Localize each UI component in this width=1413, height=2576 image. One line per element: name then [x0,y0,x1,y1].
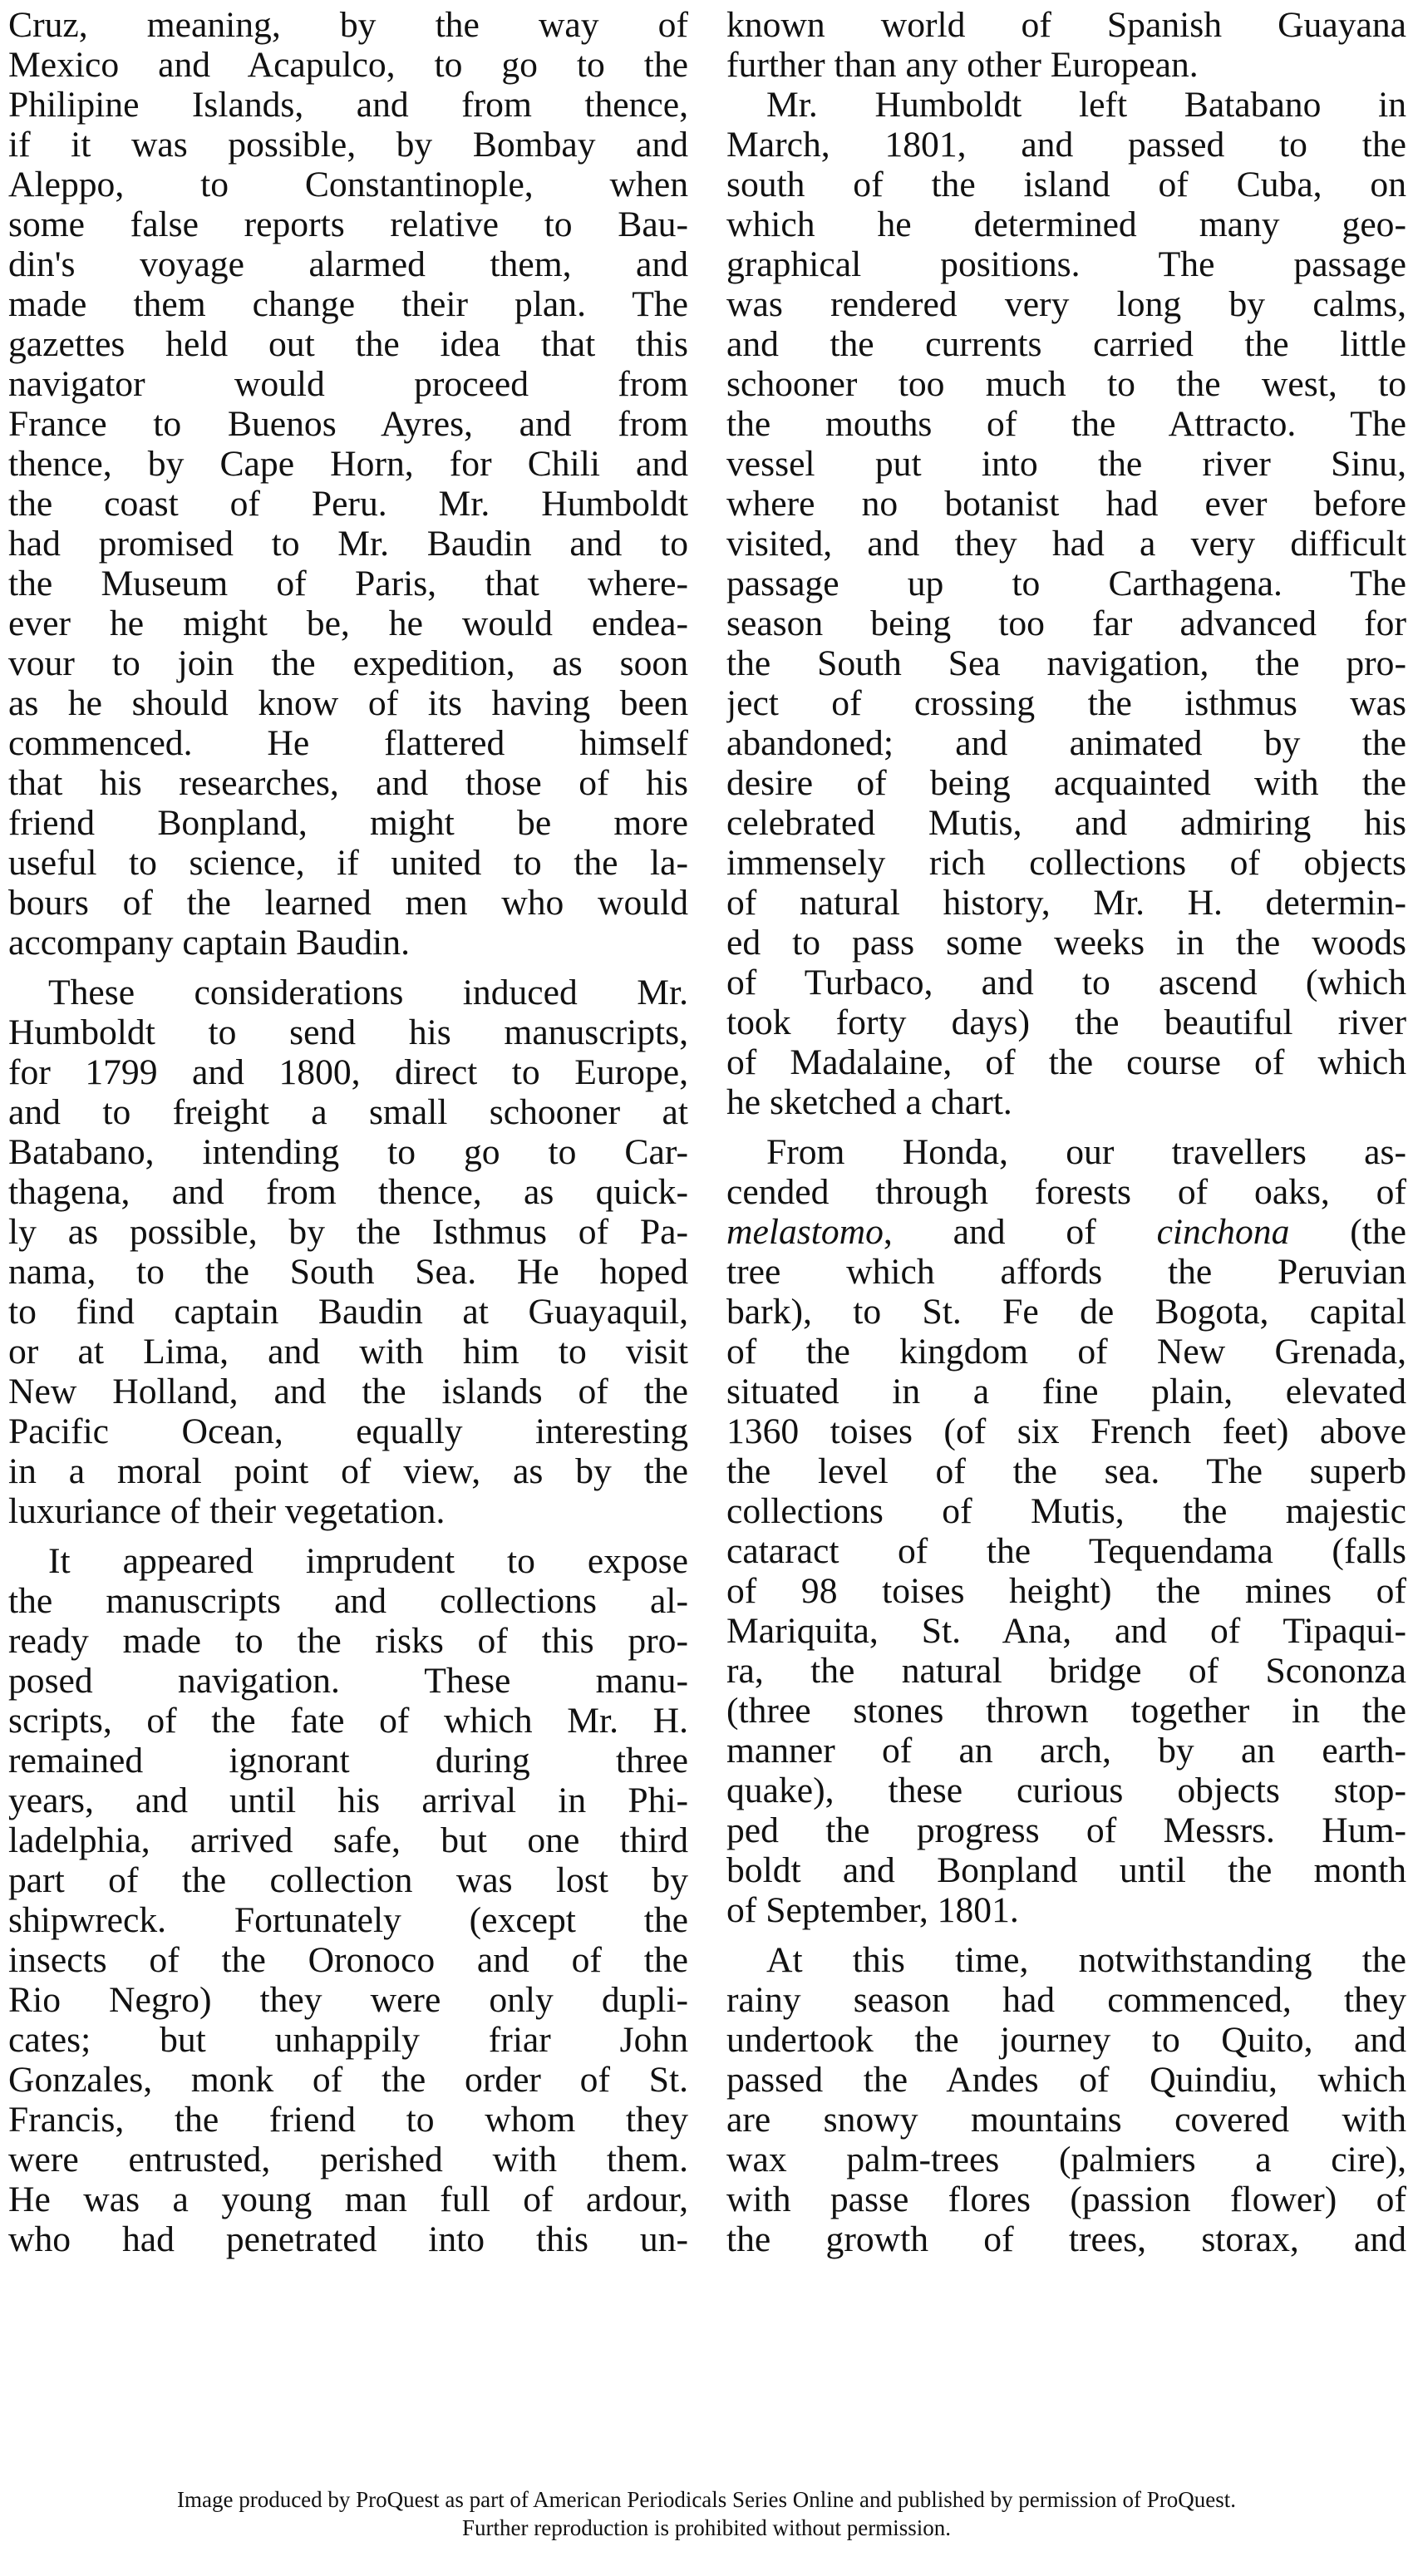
text-line: of Turbaco, and to ascend (which [726,963,1406,1002]
text-line: vour to join the expedition, as soon [8,643,688,683]
paragraph [8,1541,688,2259]
text-line: or at Lima, and with him to visit [8,1332,688,1372]
text-line: gazettes held out the idea that this [8,324,688,364]
text-line: who had penetrated into this un- [8,2219,688,2259]
text-line: cended through forests of oaks, of [726,1172,1406,1212]
text-line: commenced. He flattered himself [8,723,688,763]
text-line: Rio Negro) they were only dupli- [8,1980,688,2020]
text-line: ject of crossing the isthmus was [726,683,1406,723]
text-line: some false reports relative to Bau- [8,204,688,244]
text-fragment: , and of [883,1212,1157,1252]
text-line: scripts, of the fate of which Mr. H. [8,1701,688,1741]
text-line: These considerations induced Mr. [48,973,688,1012]
text-line: remained ignorant during three [8,1741,688,1781]
text-line: shipwreck. Fortunately (except the [8,1900,688,1940]
text-line: Humboldt to send his manuscripts, [8,1012,688,1052]
text-line: visited, and they had a very difficult [726,524,1406,564]
text-line: where no botanist had ever before [726,484,1406,524]
text-line: din's voyage alarmed them, and [8,244,688,284]
text-line: (three stones thrown together in the [726,1691,1406,1731]
text-line: Pacific Ocean, equally interesting [8,1411,688,1451]
text-line: situated in a fine plain, elevated [726,1372,1406,1411]
text-line: New Holland, and the islands of the [8,1372,688,1411]
text-line: immensely rich collections of objects [726,843,1406,883]
text-line: rainy season had commenced, they [726,1980,1406,2020]
text-line: the growth of trees, storax, and [726,2219,1406,2259]
text-line: ra, the natural bridge of Scononza [726,1651,1406,1691]
text-line: Mariquita, St. Ana, and of Tipaqui- [726,1611,1406,1651]
text-line: accompany captain Baudin. [8,923,410,963]
text-line: and to freight a small schooner at [8,1092,688,1132]
text-line: At this time, notwithstanding the [766,1940,1406,1980]
text-line: Gonzales, monk of the order of St. [8,2060,688,2100]
text-line: part of the collection was lost by [8,1860,688,1900]
paragraph [8,5,688,963]
text-line: the coast of Peru. Mr. Humboldt [8,484,688,524]
text-line: the South Sea navigation, the pro- [726,643,1406,683]
text-line: boldt and Bonpland until the month [726,1850,1406,1890]
text-line: nama, to the South Sea. He hoped [8,1252,688,1292]
text-line: manner of an arch, by an earth- [726,1731,1406,1771]
text-column-right [726,5,1406,2259]
text-line: to find captain Baudin at Guayaquil, [8,1292,688,1332]
italic-term: melastomo [726,1212,884,1252]
text-line: which he determined many geo- [726,204,1406,244]
text-line: friend Bonpland, might be more [8,803,688,843]
text-line: of the kingdom of New Grenada, [726,1332,1406,1372]
paragraph [726,5,1406,85]
text-line: tree which affords the Peruvian [726,1252,1406,1292]
text-line: passed the Andes of Quindiu, which [726,2060,1406,2100]
text-line: ever he might be, he would endea- [8,603,688,643]
text-line: that his researches, and those of his [8,763,688,803]
text-line: of 98 toises height) the mines of [726,1571,1406,1611]
text-line: season being too far advanced for [726,603,1406,643]
text-line: vessel put into the river Sinu, [726,444,1406,484]
text-line: Francis, the friend to whom they [8,2100,688,2140]
text-line: were entrusted, perished with them. [8,2140,688,2180]
text-line: passage up to Carthagena. The [726,564,1406,603]
text-line: south of the island of Cuba, on [726,165,1406,204]
text-line: collections of Mutis, the majestic [726,1491,1406,1531]
text-line: navigator would proceed from [8,364,688,404]
text-line: bark), to St. Fe de Bogota, capital [726,1292,1406,1332]
text-line: thence, by Cape Horn, for Chili and [8,444,688,484]
text-line: Philipine Islands, and from thence, [8,85,688,125]
paragraph [726,85,1406,1122]
text-line: are snowy mountains covered with [726,2100,1406,2140]
text-line: From Honda, our travellers as- [766,1132,1406,1172]
footer-line: Further reproduction is prohibited without permission. [462,2515,951,2540]
text-line: celebrated Mutis, and admiring his [726,803,1406,843]
text-line: useful to science, if united to the la- [8,843,688,883]
text-line: made them change their plan. The [8,284,688,324]
text-line: was rendered very long by calms, [726,284,1406,324]
text-line: of Madalaine, of the course of which [726,1042,1406,1082]
text-column-left [8,5,688,2259]
paragraph [726,1132,1406,1930]
text-line: Mexico and Acapulco, to go to the [8,45,688,85]
text-line: ready made to the risks of this pro- [8,1621,688,1661]
text-line: graphical positions. The passage [726,244,1406,284]
italic-term: cinchona [1156,1212,1290,1252]
text-line: with passe flores (passion flower) of [726,2180,1406,2219]
text-line: as he should know of its having been [8,683,688,723]
text-line: Cruz, meaning, by the way of [8,5,688,45]
text-line: quake), these curious objects stop- [726,1771,1406,1810]
text-line: took forty days) the beautiful river [726,1002,1406,1042]
text-line: cates; but unhappily friar John [8,2020,688,2060]
text-line: schooner too much to the west, to [726,364,1406,404]
text-fragment: (the [1289,1212,1406,1252]
text-line: had promised to Mr. Baudin and to [8,524,688,564]
text-line: cataract of the Tequendama (falls [726,1531,1406,1571]
text-line: ed to pass some weeks in the woods [726,923,1406,963]
text-line: He was a young man full of ardour, [8,2180,688,2219]
text-line: the level of the sea. The superb [726,1451,1406,1491]
paragraph [726,1940,1406,2259]
text-line: ladelphia, arrived safe, but one third [8,1820,688,1860]
text-line: desire of being acquainted with the [726,763,1406,803]
text-line: of natural history, Mr. H. determin- [726,883,1406,923]
text-line: France to Buenos Ayres, and from [8,404,688,444]
text-line: and the currents carried the little [726,324,1406,364]
text-line: the mouths of the Attracto. The [726,404,1406,444]
text-line: It appeared imprudent to expose [48,1541,688,1581]
text-line: further than any other European. [726,45,1199,85]
text-line: if it was possible, by Bombay and [8,125,688,165]
text-line: posed navigation. These manu- [8,1661,688,1701]
text-line: Mr. Humboldt left Batabano in [766,85,1406,125]
text-line: Aleppo, to Constantinople, when [8,165,688,204]
text-line: for 1799 and 1800, direct to Europe, [8,1052,688,1092]
text-line: abandoned; and animated by the [726,723,1406,763]
text-line: he sketched a chart. [726,1082,1012,1122]
text-line: 1360 toises (of six French feet) above [726,1411,1406,1451]
text-line: March, 1801, and passed to the [726,125,1406,165]
text-line: the Museum of Paris, that where- [8,564,688,603]
text-line: the manuscripts and collections al- [8,1581,688,1621]
copyright-footer [0,2485,1413,2542]
paragraph [8,973,688,1531]
text-line: luxuriance of their vegetation. [8,1491,446,1531]
text-line: bours of the learned men who would [8,883,688,923]
text-line: years, and until his arrival in Phi- [8,1781,688,1820]
text-line: of September, 1801. [726,1890,1019,1930]
text-line: ly as possible, by the Isthmus of Pa- [8,1212,688,1252]
text-line: wax palm-trees (palmiers a cire), [726,2140,1406,2180]
text-line: in a moral point of view, as by the [8,1451,688,1491]
footer-line: Image produced by ProQuest as part of American Periodicals Series Online and published by permission of ProQuest. [177,2487,1236,2512]
text-line: Batabano, intending to go to Car- [8,1132,688,1172]
text-line: insects of the Oronoco and of the [8,1940,688,1980]
text-line: thagena, and from thence, as quick- [8,1172,688,1212]
text-line: known world of Spanish Guayana [726,5,1406,45]
text-line: undertook the journey to Quito, and [726,2020,1406,2060]
text-line [726,1212,1406,1252]
text-line: ped the progress of Messrs. Hum- [726,1810,1406,1850]
